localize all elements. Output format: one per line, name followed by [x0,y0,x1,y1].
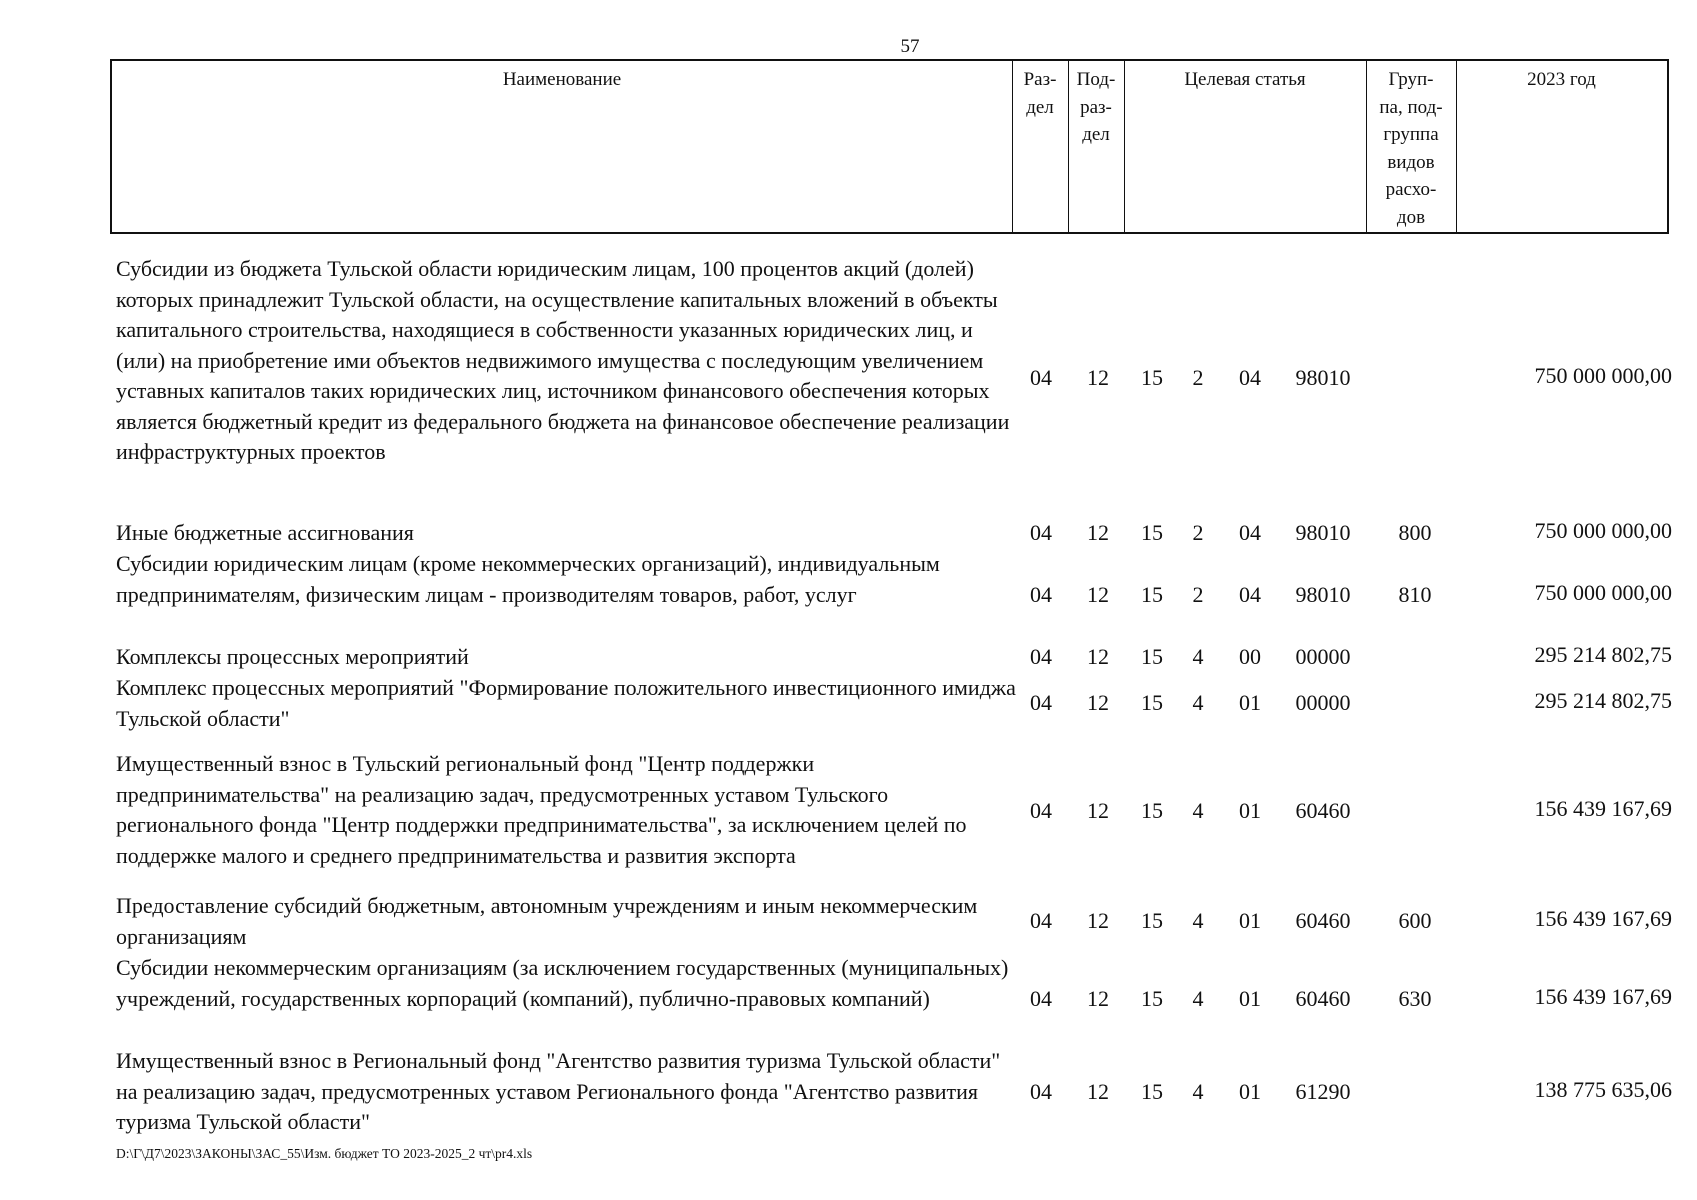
row-group: 600 [1398,908,1432,933]
header-year: 2023 год [1527,69,1596,90]
row-podrazdel: 12 [1087,986,1109,1011]
row-group: 630 [1398,986,1432,1011]
row-group: 800 [1398,520,1432,545]
row-sum: 295 214 802,75 [1534,688,1672,713]
row-target-type: 2 [1192,365,1204,390]
row-name: Комплексы процессных мероприятий [116,644,469,669]
row-razdel: 04 [1030,690,1052,715]
row-sum: 750 000 000,00 [1534,580,1672,605]
header-group-line: па, под- [1379,96,1443,118]
row-razdel: 04 [1030,365,1052,390]
row-target-type: 4 [1192,986,1204,1011]
row-name: Комплекс процессных мероприятий "Формирование положительного инвестиционного имиджа Тульской области" [116,675,1016,731]
row-target-direction: 60460 [1295,798,1351,823]
header-razdel-line: Раз- [1023,69,1057,90]
header-group-line: дов [1396,206,1426,228]
header-group-line: видов [1387,151,1435,173]
row-target-type: 2 [1192,582,1204,607]
row-podrazdel: 12 [1087,365,1109,390]
row-target-subprogram: 01 [1239,798,1261,823]
header-podrazdel-line: дел [1082,124,1110,145]
row-target-direction: 60460 [1295,986,1351,1011]
footer-file-path: D:\Г\Д7\2023\ЗАКОНЫ\ЗАС_55\Изм. бюджет ТО 2023-2025_2 чт\pr4.xls [116,1146,533,1161]
header-podrazdel-line: раз- [1080,96,1112,118]
header-podrazdel [1068,61,1124,232]
row-sum: 750 000 000,00 [1534,363,1672,388]
row-target-program: 15 [1141,1079,1163,1104]
row-target-direction: 98010 [1295,520,1351,545]
row-razdel: 04 [1030,582,1052,607]
row-razdel: 04 [1030,986,1052,1011]
row-target-subprogram: 04 [1239,365,1261,390]
row-target-program: 15 [1141,798,1163,823]
row-podrazdel: 12 [1087,798,1109,823]
header-target: Целевая статья [1184,69,1306,90]
row-sum: 156 439 167,69 [1534,796,1672,821]
row-name: Имущественный взнос в Тульский региональный фонд "Центр поддержки предпринимательства" на реализацию задач, предусмотренных уставом Тульского регионального фонда "Центр поддержки предпринимательства", за исключением целей по поддержке малого и среднего предпринимательства и развития экспорта [116,751,967,868]
row-razdel: 04 [1030,644,1052,669]
row-target-direction: 60460 [1295,908,1351,933]
page-number: 57 [900,36,920,57]
row-name: Предоставление субсидий бюджетным, автономным учреждениям и иным некоммерческим организациям [116,893,978,949]
row-sum: 750 000 000,00 [1534,518,1672,543]
row-sum: 138 775 635,06 [1534,1077,1672,1102]
header-name: Наименование [502,69,622,90]
row-podrazdel: 12 [1087,1079,1109,1104]
row-target-type: 4 [1192,644,1204,669]
row-razdel: 04 [1030,798,1052,823]
header-razdel [1012,61,1068,232]
row-target-type: 4 [1192,798,1204,823]
row-target-direction: 98010 [1295,582,1351,607]
row-sum: 156 439 167,69 [1534,984,1672,1009]
row-name: Имущественный взнос в Региональный фонд "Агентство развития туризма Тульской области" на реализацию задач, предусмотренных уставом Регионального фонда "Агентство развития туризма Тульской области" [116,1048,1001,1134]
row-name: Субсидии некоммерческим организациям (за исключением государственных (муниципальных) учреждений, государственных корпораций (компаний), публично-правовых компаний) [116,955,1009,1011]
header-group-line: группа [1383,124,1439,145]
row-target-program: 15 [1141,582,1163,607]
row-target-subprogram: 00 [1239,644,1261,669]
row-target-program: 15 [1141,908,1163,933]
row-target-subprogram: 01 [1239,908,1261,933]
row-target-subprogram: 04 [1239,520,1261,545]
row-target-type: 4 [1192,1079,1204,1104]
row-sum: 295 214 802,75 [1534,642,1672,667]
row-target-subprogram: 01 [1239,986,1261,1011]
row-target-program: 15 [1141,690,1163,715]
row-target-program: 15 [1141,520,1163,545]
row-podrazdel: 12 [1087,582,1109,607]
header-group-line: Груп- [1388,69,1434,90]
row-target-direction: 98010 [1295,365,1351,390]
row-target-type: 4 [1192,690,1204,715]
row-podrazdel: 12 [1087,644,1109,669]
row-podrazdel: 12 [1087,520,1109,545]
row-target-subprogram: 01 [1239,1079,1261,1104]
header-group [1366,61,1456,232]
row-group: 810 [1398,582,1432,607]
table-header [110,59,1669,234]
row-podrazdel: 12 [1087,908,1109,933]
row-target-subprogram: 04 [1239,582,1261,607]
row-target-program: 15 [1141,986,1163,1011]
row-razdel: 04 [1030,1079,1052,1104]
row-podrazdel: 12 [1087,690,1109,715]
header-razdel-line: дел [1026,96,1054,118]
row-target-direction: 00000 [1295,644,1351,669]
row-target-subprogram: 01 [1239,690,1261,715]
row-target-direction: 00000 [1295,690,1351,715]
row-target-type: 2 [1192,520,1204,545]
row-target-program: 15 [1141,644,1163,669]
row-target-type: 4 [1192,908,1204,933]
row-target-direction: 61290 [1295,1079,1351,1104]
row-name: Иные бюджетные ассигнования [116,520,414,545]
row-sum: 156 439 167,69 [1534,906,1672,931]
row-name: Субсидии из бюджета Тульской области юридическим лицам, 100 процентов акций (долей) которых принадлежит Тульской области, на осуществление капитальных вложений в объекты капитального строительства, находящиеся в собственности указанных юридических лиц, и (или) на приобретение ими объектов недвижимого имущества с последующим увеличением уставных капиталов таких юридических лиц, источником финансового обеспечения которых является бюджетный кредит из федерального бюджета на финансовое обеспечение реализации инфраструктурных проектов [116,256,1010,464]
header-group-line: расхо- [1385,179,1437,200]
row-razdel: 04 [1030,520,1052,545]
header-podrazdel-line: Под- [1076,69,1116,90]
row-target-program: 15 [1141,365,1163,390]
row-razdel: 04 [1030,908,1052,933]
row-name: Субсидии юридическим лицам (кроме некоммерческих организаций), индивидуальным предпринимателям, физическим лицам - производителям товаров, работ, услуг [116,551,940,607]
